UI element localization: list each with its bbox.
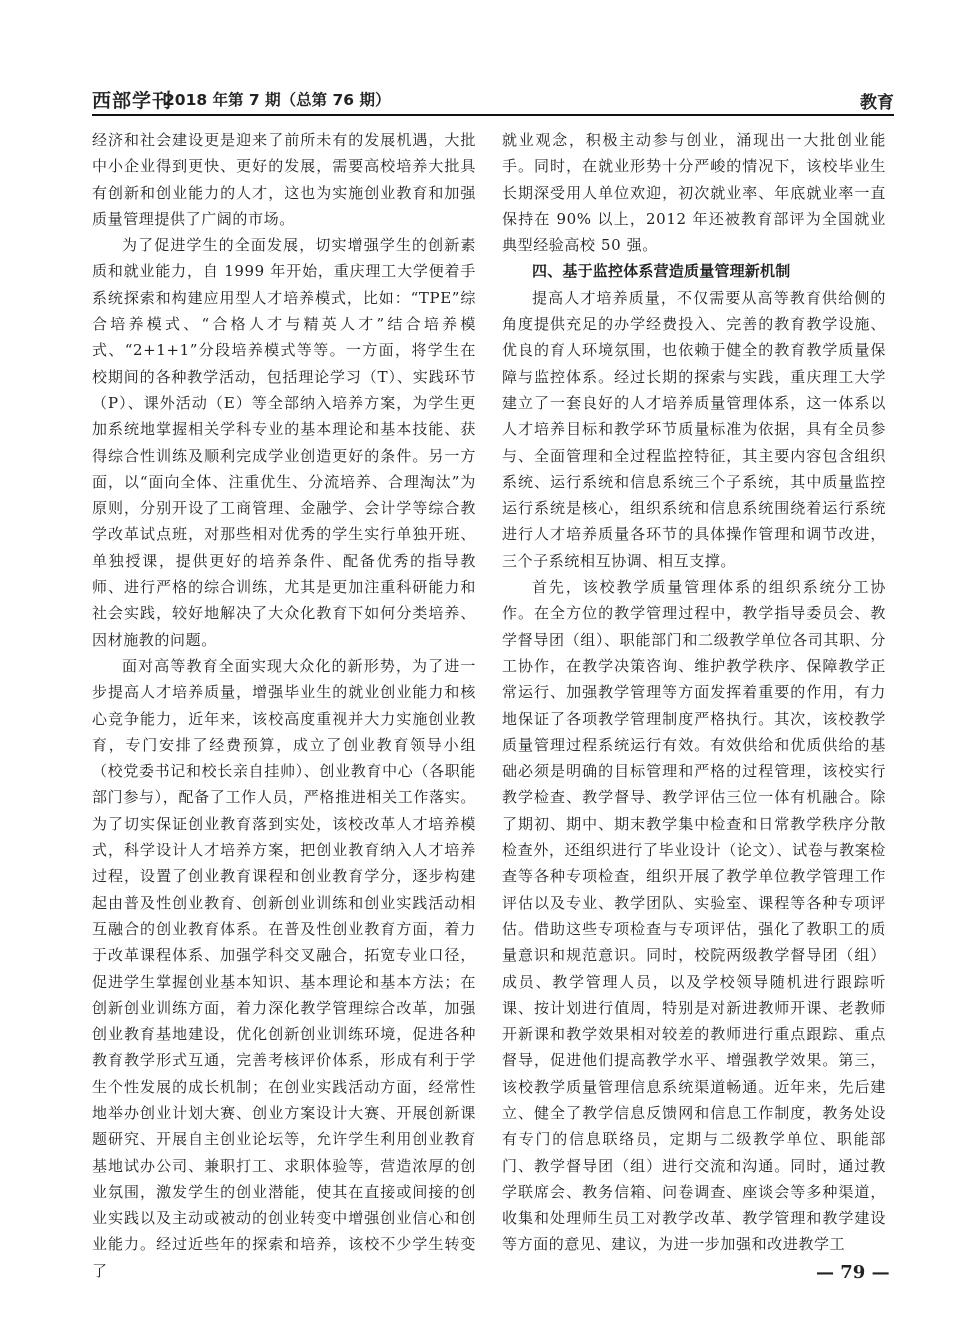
left-column — [92, 127, 476, 1284]
page-number: — 79 — — [816, 1262, 890, 1283]
section-name: 教育 — [860, 93, 894, 113]
journal-name: 西部学刊 — [92, 90, 173, 112]
page-header — [92, 86, 894, 112]
paragraph: 经济和社会建设更是迎来了前所未有的发展机遇，大批中小企业得到更快、更好的发展，需要高校培养大批具有创新和创业能力的人才，这也为实施创业教育和加强质量管理提供了广阔的市场。 — [92, 131, 476, 228]
issue-info: 2018 年第 7 期（总第 76 期） — [164, 91, 391, 109]
paragraph: 为了促进学生的全面发展，切实增强学生的创新素质和就业能力，自 1999 年开始，重庆理工大学便着手系统探索和构建应用型人才培养模式，比如：“TPE”综合培养模式、“合格人才与精英人才”结合培养模式、“2+1+1”分段培养模式等等。一方面，将学生在校期间的各种教学活动，包括理论学习（T）、实践环节（P）、课外活动（E）等全部纳入培养方案，为学生更加系统地掌握相关学科专业的基本理论和基本技能、获得综合性训练及顺利完成学业创造更好的条件。另一方面，以“面向全体、注重优生、分流培养、合理淘汰”为原则，分别开设了工商管理、金融学、会计学等综合教学改革试点班，对那些相对优秀的学生实行单独开班、单独授课，提供更好的培养条件、配备优秀的指导教师、进行严格的综合训练，尤其是更加注重科研能力和社会实践，较好地解决了大众化教育下如何分类培养、因材施教的问题。 — [92, 236, 476, 649]
paragraph: 面对高等教育全面实现大众化的新形势，为了进一步提高人才培养质量，增强毕业生的就业创业能力和核心竞争能力，近年来，该校高度重视并大力实施创业教育，专门安排了经费预算，成立了创业教育领导小组（校党委书记和校长亲自挂帅）、创业教育中心（各职能部门参与），配备了工作人员，严格推进相关工作落实。为了切实保证创业教育落到实处，该校改革人才培养模式，科学设计人才培养方案，把创业教育纳入人才培养过程，设置了创业教育课程和创业教育学分，逐步构建起由普及性创业教育、创新创业训练和创业实践活动相互融合的创业教育体系。在普及性创业教育方面，着力于改革课程体系、加强学科交叉融合，拓宽专业口径，促进学生掌握创业基本知识、基本理论和基本方法；在创新创业训练方面，着力深化教学管理综合改革，加强创业教育基地建设，优化创新创业训练环境，促进各种教育教学形式互通，完善考核评价体系，形成有利于学生个性发展的成长机制；在创业实践活动方面，经常性地举办创业计划大赛、创业方案设计大赛、开展创新课题研究、开展自主创业论坛等，允许学生利用创业教育基地试办公司、兼职打工、求职体验等，营造浓厚的创业氛围，激发学生的创业潜能，使其在直接或间接的创业实践以及主动或被动的创业转变中增强创业信心和创业能力。经过近些年的探索和培养，该校不少学生转变了 — [92, 656, 476, 1280]
section-heading: 四、基于监控体系营造质量管理新机制 — [532, 262, 791, 281]
right-column — [502, 127, 886, 1258]
paragraph: 就业观念，积极主动参与创业，涌现出一大批创业能手。同时，在就业形势十分严峻的情况下，该校毕业生长期深受用人单位欢迎，初次就业率、年底就业率一直保持在 90% 以上，2012 年还被教育部评为全国就业典型经验高校 50 强。 — [502, 131, 886, 255]
paragraph: 提高人才培养质量，不仅需要从高等教育供给侧的角度提供充足的办学经费投入、完善的教育教学设施、优良的育人环境氛围，也依赖于健全的教育教学质量保障与监控体系。经过长期的探索与实践，重庆理工大学建立了一套良好的人才培养质量管理体系，这一体系以人才培养目标和教学环节质量标准为依据，具有全员参与、全面管理和全过程监控特征，其主要内容包含组织系统、运行系统和信息系统三个子系统，其中质量监控运行系统是核心，组织系统和信息系统围绕着运行系统进行人才培养质量各环节的具体操作管理和调节改进，三个子系统相互协调、相互支撑。 — [502, 288, 886, 570]
header-rule — [92, 114, 894, 116]
paragraph: 首先，该校教学质量管理体系的组织系统分工协作。在全方位的教学管理过程中，教学指导委员会、教学督导团（组）、职能部门和二级教学单位各司其职、分工协作，在教学决策咨询、维护教学秩序、保障教学正常运行、加强教学管理等方面发挥着重要的作用，有力地保证了各项教学管理制度严格执行。其次，该校教学质量管理过程系统运行有效。有效供给和优质供给的基础必须是明确的目标管理和严格的过程管理，该校实行教学检查、教学督导、教学评估三位一体有机融合。除了期初、期中、期末教学集中检查和日常教学秩序分散检查外，还组织进行了毕业设计（论文）、试卷与教案检查等各种专项检查，组织开展了教学单位教学管理工作评估以及专业、教学团队、实验室、课程等各种专项评估。借助这些专项检查与专项评估，强化了教职工的质量意识和规范意识。同时，校院两级教学督导团（组）成员、教学管理人员，以及学校领导随机进行跟踪听课、按计划进行值周，特别是对新进教师开课、老教师开新课和教学效果相对较差的教师进行重点跟踪、重点督导，促进他们提高教学水平、增强教学效果。第三，该校教学质量管理信息系统渠道畅通。近年来，先后建立、健全了教学信息反馈网和信息工作制度，教务处设有专门的信息联络员，定期与二级教学单位、职能部门、教学督导团（组）进行交流和沟通。同时，通过教学联席会、教务信箱、问卷调查、座谈会等多种渠道，收集和处理师生员工对教学改革、教学管理和教学建设等方面的意见、建议，为进一步加强和改进教学工 — [502, 578, 886, 1254]
